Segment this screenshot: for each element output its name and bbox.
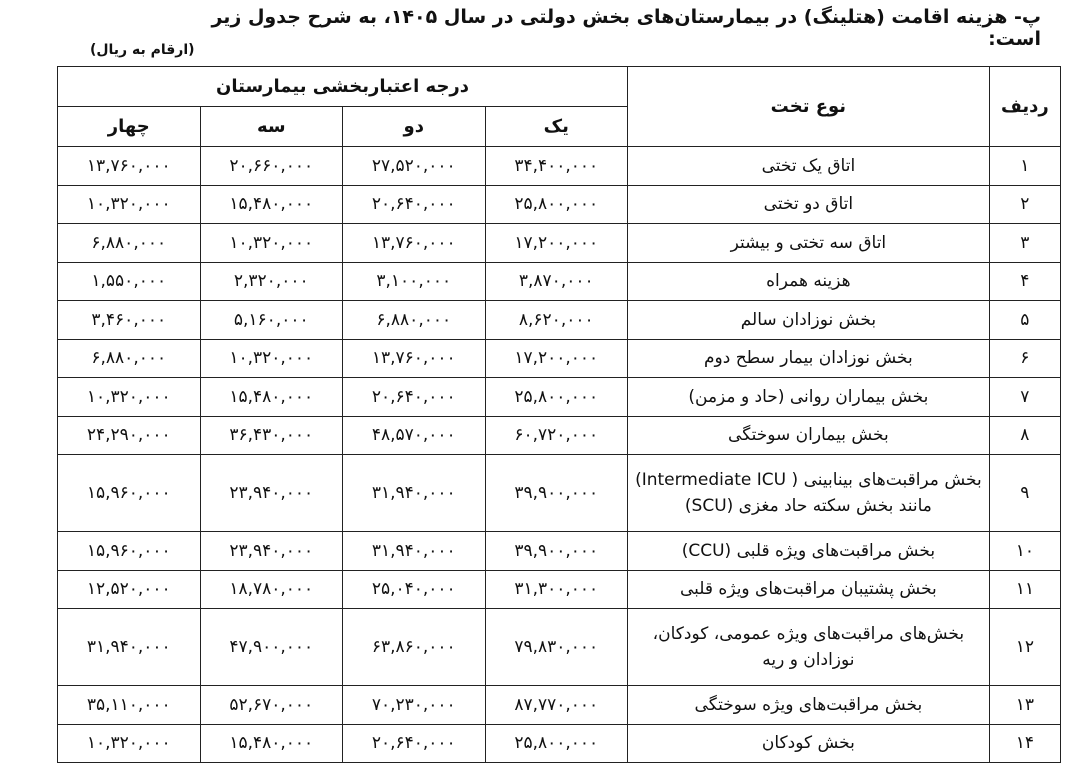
cost-degree-4: ۱,۵۵۰,۰۰۰ [58,262,201,301]
row-number: ۶ [989,339,1060,378]
header-degree-3: سه [200,107,343,147]
cost-degree-2: ۳۱,۹۴۰,۰۰۰ [343,532,486,571]
cost-degree-4: ۲۴,۲۹۰,۰۰۰ [58,416,201,455]
table-row [58,262,1061,301]
table-row [58,224,1061,263]
cost-degree-1: ۲۵,۸۰۰,۰۰۰ [485,378,628,417]
table-row [58,378,1061,417]
cost-degree-1: ۳۱,۳۰۰,۰۰۰ [485,570,628,609]
bed-type: بخش نوزادان سالم [628,301,990,340]
document-heading: پ- هزینه اقامت (هتلینگ) در بیمارستان‌های بخش دولتی در سال ۱۴۰۵، به شرح جدول زیر است: [211,6,1041,50]
bed-type: بخش مراقبت‌های ویژه قلبی (CCU) [628,532,990,571]
table-row [58,686,1061,725]
table-body [58,147,1061,763]
cost-degree-4: ۳۱,۹۴۰,۰۰۰ [58,609,201,686]
row-number: ۳ [989,224,1060,263]
cost-degree-2: ۳,۱۰۰,۰۰۰ [343,262,486,301]
cost-degree-2: ۱۳,۷۶۰,۰۰۰ [343,339,486,378]
cost-degree-3: ۲,۳۲۰,۰۰۰ [200,262,343,301]
cost-degree-2: ۴۸,۵۷۰,۰۰۰ [343,416,486,455]
bed-type: بخش مراقبت‌های ویژه سوختگی [628,686,990,725]
cost-degree-2: ۱۳,۷۶۰,۰۰۰ [343,224,486,263]
cost-degree-2: ۳۱,۹۴۰,۰۰۰ [343,455,486,532]
cost-degree-1: ۳۴,۴۰۰,۰۰۰ [485,147,628,186]
header-degree-4: چهار [58,107,201,147]
cost-degree-2: ۶,۸۸۰,۰۰۰ [343,301,486,340]
bed-type: بخش نوزادان بیمار سطح دوم [628,339,990,378]
cost-degree-3: ۱۰,۳۲۰,۰۰۰ [200,224,343,263]
cost-degree-4: ۳,۴۶۰,۰۰۰ [58,301,201,340]
row-number: ۱۳ [989,686,1060,725]
cost-degree-4: ۶,۸۸۰,۰۰۰ [58,339,201,378]
cost-degree-3: ۲۳,۹۴۰,۰۰۰ [200,532,343,571]
bed-type: اتاق سه تختی و بیشتر [628,224,990,263]
row-number: ۹ [989,455,1060,532]
hoteling-cost-table [57,66,1061,763]
cost-degree-1: ۲۵,۸۰۰,۰۰۰ [485,185,628,224]
row-number: ۱ [989,147,1060,186]
row-number: ۱۰ [989,532,1060,571]
cost-degree-1: ۸۷,۷۷۰,۰۰۰ [485,686,628,725]
table-row [58,609,1061,686]
bed-type: بخش کودکان [628,724,990,763]
row-number: ۵ [989,301,1060,340]
row-number: ۱۱ [989,570,1060,609]
bed-type: بخش مراقبت‌های بینابینی ( Intermediate ICU) مانند بخش سکته حاد مغزی (SCU) [628,455,990,532]
cost-degree-1: ۳۹,۹۰۰,۰۰۰ [485,455,628,532]
cost-degree-3: ۱۵,۴۸۰,۰۰۰ [200,724,343,763]
cost-degree-3: ۵,۱۶۰,۰۰۰ [200,301,343,340]
bed-type: بخش بیماران روانی (حاد و مزمن) [628,378,990,417]
header-accreditation-degree: درجه اعتباربخشی بیمارستان [58,67,628,107]
table-row [58,532,1061,571]
cost-degree-2: ۲۷,۵۲۰,۰۰۰ [343,147,486,186]
row-number: ۷ [989,378,1060,417]
row-number: ۴ [989,262,1060,301]
cost-degree-4: ۱۵,۹۶۰,۰۰۰ [58,455,201,532]
cost-degree-1: ۷۹,۸۳۰,۰۰۰ [485,609,628,686]
header-row-number: ردیف [989,67,1060,147]
cost-degree-2: ۲۰,۶۴۰,۰۰۰ [343,185,486,224]
table-row [58,416,1061,455]
table-row [58,301,1061,340]
cost-degree-4: ۱۲,۵۲۰,۰۰۰ [58,570,201,609]
bed-type: اتاق یک تختی [628,147,990,186]
bed-type: اتاق دو تختی [628,185,990,224]
table-row [58,339,1061,378]
cost-degree-3: ۱۵,۴۸۰,۰۰۰ [200,185,343,224]
cost-degree-2: ۲۰,۶۴۰,۰۰۰ [343,378,486,417]
cost-degree-3: ۵۲,۶۷۰,۰۰۰ [200,686,343,725]
cost-degree-1: ۳۹,۹۰۰,۰۰۰ [485,532,628,571]
row-number: ۱۲ [989,609,1060,686]
table-row [58,724,1061,763]
bed-type: بخش پشتیبان مراقبت‌های ویژه قلبی [628,570,990,609]
cost-degree-2: ۶۳,۸۶۰,۰۰۰ [343,609,486,686]
cost-degree-3: ۴۷,۹۰۰,۰۰۰ [200,609,343,686]
cost-degree-4: ۱۵,۹۶۰,۰۰۰ [58,532,201,571]
cost-degree-3: ۱۸,۷۸۰,۰۰۰ [200,570,343,609]
header-degree-1: یک [485,107,628,147]
cost-degree-1: ۸,۶۲۰,۰۰۰ [485,301,628,340]
table-row [58,455,1061,532]
cost-degree-1: ۲۵,۸۰۰,۰۰۰ [485,724,628,763]
header-degree-2: دو [343,107,486,147]
cost-degree-4: ۱۰,۳۲۰,۰۰۰ [58,724,201,763]
bed-type: بخش‌های مراقبت‌های ویژه عمومی، کودکان، نوزادان و ریه [628,609,990,686]
cost-degree-3: ۲۰,۶۶۰,۰۰۰ [200,147,343,186]
table-row [58,147,1061,186]
cost-degree-4: ۶,۸۸۰,۰۰۰ [58,224,201,263]
table-row [58,185,1061,224]
cost-degree-4: ۱۳,۷۶۰,۰۰۰ [58,147,201,186]
bed-type: هزینه همراه [628,262,990,301]
cost-degree-3: ۱۰,۳۲۰,۰۰۰ [200,339,343,378]
unit-note: (ارقام به ریال) [90,42,195,58]
cost-degree-4: ۳۵,۱۱۰,۰۰۰ [58,686,201,725]
table-row [58,570,1061,609]
bed-type: بخش بیماران سوختگی [628,416,990,455]
cost-degree-2: ۲۰,۶۴۰,۰۰۰ [343,724,486,763]
header-bed-type: نوع تخت [628,67,990,147]
cost-degree-3: ۲۳,۹۴۰,۰۰۰ [200,455,343,532]
cost-degree-1: ۶۰,۷۲۰,۰۰۰ [485,416,628,455]
cost-degree-1: ۱۷,۲۰۰,۰۰۰ [485,224,628,263]
row-number: ۱۴ [989,724,1060,763]
row-number: ۲ [989,185,1060,224]
cost-degree-3: ۳۶,۴۳۰,۰۰۰ [200,416,343,455]
cost-degree-2: ۷۰,۲۳۰,۰۰۰ [343,686,486,725]
cost-degree-2: ۲۵,۰۴۰,۰۰۰ [343,570,486,609]
cost-degree-4: ۱۰,۳۲۰,۰۰۰ [58,185,201,224]
row-number: ۸ [989,416,1060,455]
cost-degree-1: ۳,۸۷۰,۰۰۰ [485,262,628,301]
cost-degree-1: ۱۷,۲۰۰,۰۰۰ [485,339,628,378]
cost-degree-3: ۱۵,۴۸۰,۰۰۰ [200,378,343,417]
cost-degree-4: ۱۰,۳۲۰,۰۰۰ [58,378,201,417]
